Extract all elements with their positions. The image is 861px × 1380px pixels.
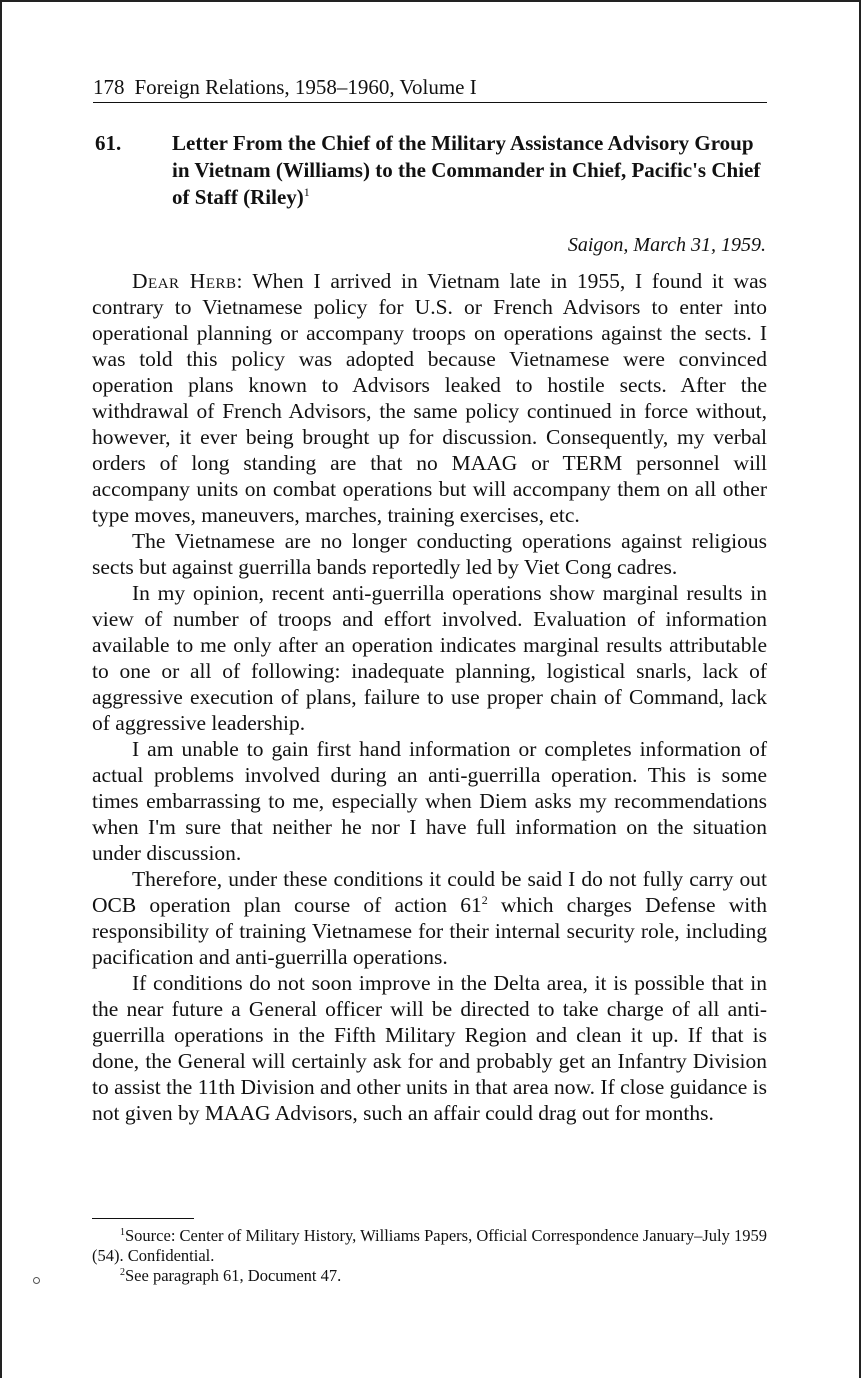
title-footnote-ref[interactable]: 1 (303, 185, 310, 199)
running-head (93, 74, 767, 103)
document-number: 61. (95, 131, 122, 155)
paragraph-4: I am unable to gain first hand information or completes information of actual problems involved during an anti-guerrilla operation. This is some times embarrassing to me, especially when Diem asks my recommendations when I'm sure that neither he nor I have full information on the situation under discussion. (92, 737, 767, 865)
paragraph-2: The Vietnamese are no longer conducting operations against religious sects but against guerrilla bands reportedly led by Viet Cong cadres. (92, 529, 767, 579)
footnote-1 (92, 1226, 767, 1266)
paragraph-1-text: When I arrived in Vietnam late in 1955, I found it was contrary to Vietnamese policy for U.S. or French Advisors to enter into operational planning or accompany troops on operations against the sects. I was told this policy was adopted because Vietnamese were convinced operation plans known to Advisors leaked to hostile sects. After the withdrawal of French Advisors, the same policy continued in force without, however, it ever being brought up for discussion. Consequently, my verbal orders of long standing are that no MAAG or TERM personnel will accompany units on combat operations but will accompany them on all other type moves, maneuvers, marches, training exercises, etc. (92, 269, 767, 527)
letter-body (92, 268, 767, 1126)
paragraph-1 (92, 268, 767, 528)
publication-title: Foreign Relations, 1958–1960, Volume I (134, 75, 477, 99)
document-title (172, 130, 772, 211)
footnote-rule (92, 1218, 194, 1219)
paragraph-5-text-b: which charges Defense with responsibility of training Vietnamese for their internal security role, including pacification and anti-guerrilla operations. (92, 893, 767, 969)
footnote-1-text: Source: Center of Military History, Williams Papers, Official Correspondence January–July 1959 (54). Confidential. (92, 1226, 767, 1265)
margin-mark (33, 1277, 40, 1284)
dateline: Saigon, March 31, 1959. (567, 234, 766, 256)
document-title-text: Letter From the Chief of the Military Assistance Advisory Group in Vietnam (Williams) to the Commander in Chief, Pacific's Chief of Staff (Riley) (172, 131, 761, 209)
salutation: Dear Herb: (132, 269, 243, 293)
footnote-2-marker: 2 (120, 1267, 125, 1278)
footnotes (92, 1226, 767, 1286)
footnote-1-marker: 1 (120, 1227, 125, 1238)
page-number: 178 (93, 75, 125, 99)
footnote-ref-2[interactable]: 2 (481, 893, 488, 907)
footnote-2-text: See paragraph 61, Document 47. (125, 1266, 342, 1285)
paragraph-5 (92, 866, 767, 970)
paragraph-3: In my opinion, recent anti-guerrilla operations show marginal results in view of number of troops and effort involved. Evaluation of information available to me only after an operation indicates marginal results attributable to one or all of following: inadequate planning, logistical snarls, lack of aggressive execution of plans, failure to use proper chain of Command, lack of aggressive leadership. (92, 581, 767, 735)
paragraph-5-text-a: Therefore, under these conditions it could be said I do not fully carry out OCB operation plan course of action 61 (92, 867, 767, 917)
footnote-2 (92, 1266, 767, 1286)
paragraph-6: If conditions do not soon improve in the Delta area, it is possible that in the near future a General officer will be directed to take charge of all anti-guerrilla operations in the Fifth Military Region and clean it up. If that is done, the General will certainly ask for and probably get an Infantry Division to assist the 11th Division and other units in that area now. If close guidance is not given by MAAG Advisors, such an affair could drag out for months. (92, 971, 767, 1125)
